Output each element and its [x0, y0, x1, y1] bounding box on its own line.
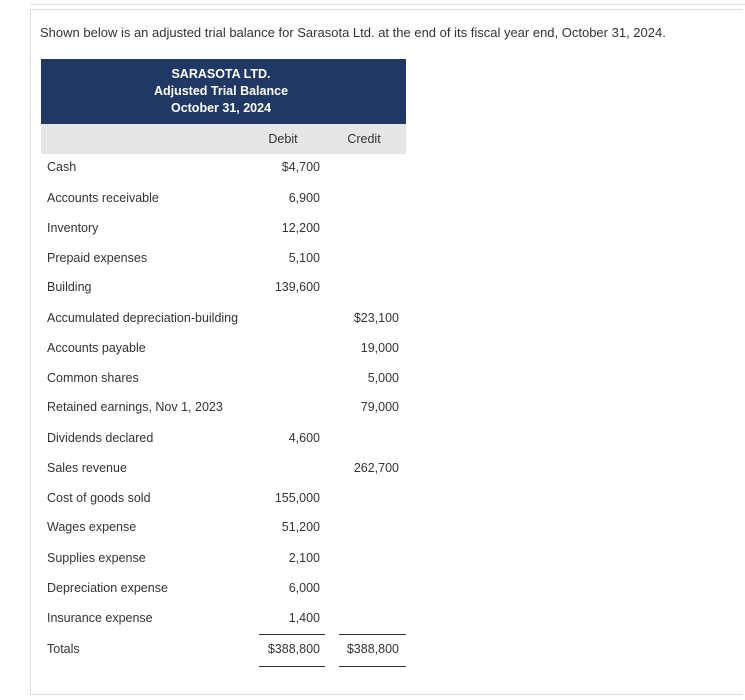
debit-amount: 6,900 — [288, 191, 320, 205]
account-name: Cash — [47, 160, 77, 174]
account-name: Building — [47, 280, 92, 294]
table-row — [41, 518, 406, 538]
company-name: SARASOTA LTD. — [171, 67, 271, 81]
debit-amount: 155,000 — [274, 491, 320, 505]
account-name: Wages expense — [47, 520, 137, 534]
debit-total-top-rule — [259, 634, 325, 635]
table-row — [41, 549, 406, 569]
debit-total-bottom-rule — [259, 666, 325, 667]
table-row — [41, 158, 406, 178]
trial-balance-table — [41, 59, 406, 656]
column-headers — [41, 124, 406, 154]
debit-amount: 6,000 — [288, 581, 320, 595]
top-divider — [30, 4, 745, 5]
account-name: Cost of goods sold — [47, 491, 151, 505]
account-name: Totals — [47, 642, 80, 656]
debit-amount: 2,100 — [288, 551, 320, 565]
account-name: Accounts receivable — [47, 191, 159, 205]
debit-amount: $4,700 — [281, 160, 320, 174]
credit-amount: 19,000 — [360, 341, 399, 355]
debit-amount: 1,400 — [288, 611, 320, 625]
debit-amount: 4,600 — [288, 431, 320, 445]
debit-column-header: Debit — [268, 132, 298, 146]
account-name: Accounts payable — [47, 341, 146, 355]
table-row — [41, 369, 406, 389]
debit-amount: 5,100 — [288, 251, 320, 265]
account-name: Prepaid expenses — [47, 251, 148, 265]
account-name: Supplies expense — [47, 551, 146, 565]
credit-amount: $23,100 — [353, 311, 399, 325]
table-row — [41, 398, 406, 418]
credit-total-top-rule — [339, 634, 406, 635]
account-name: Inventory — [47, 221, 99, 235]
table-row — [41, 219, 406, 239]
account-name: Common shares — [47, 371, 139, 385]
statement-date: October 31, 2024 — [170, 101, 272, 115]
credit-column-header: Credit — [347, 132, 381, 146]
table-row — [41, 249, 406, 269]
debit-amount: 12,200 — [281, 221, 320, 235]
debit-amount: 51,200 — [281, 520, 320, 534]
account-name: Accumulated depreciation-building — [47, 311, 239, 325]
table-row — [41, 339, 406, 359]
credit-amount: $388,800 — [346, 642, 399, 656]
account-name: Retained earnings, Nov 1, 2023 — [47, 400, 223, 414]
table-header — [41, 59, 406, 124]
table-row — [41, 609, 406, 629]
account-name: Insurance expense — [47, 611, 153, 625]
credit-total-bottom-rule — [339, 666, 406, 667]
debit-amount: $388,800 — [267, 642, 320, 656]
account-name: Dividends declared — [47, 431, 154, 445]
table-row — [41, 309, 406, 329]
account-name: Depreciation expense — [47, 581, 168, 595]
table-row — [41, 189, 406, 209]
table-row — [41, 278, 406, 298]
table-row — [41, 579, 406, 599]
table-row — [41, 459, 406, 479]
totals-row — [41, 640, 406, 660]
intro-text: Shown below is an adjusted trial balance for Sarasota Ltd. at the end of its fiscal year end, October 31, 2024. — [40, 25, 666, 40]
table-row — [41, 489, 406, 509]
table-row — [41, 429, 406, 449]
credit-amount: 79,000 — [360, 400, 399, 414]
statement-name: Adjusted Trial Balance — [153, 84, 289, 98]
debit-amount: 139,600 — [274, 280, 320, 294]
credit-amount: 5,000 — [367, 371, 399, 385]
credit-amount: 262,700 — [353, 461, 399, 475]
account-name: Sales revenue — [47, 461, 127, 475]
